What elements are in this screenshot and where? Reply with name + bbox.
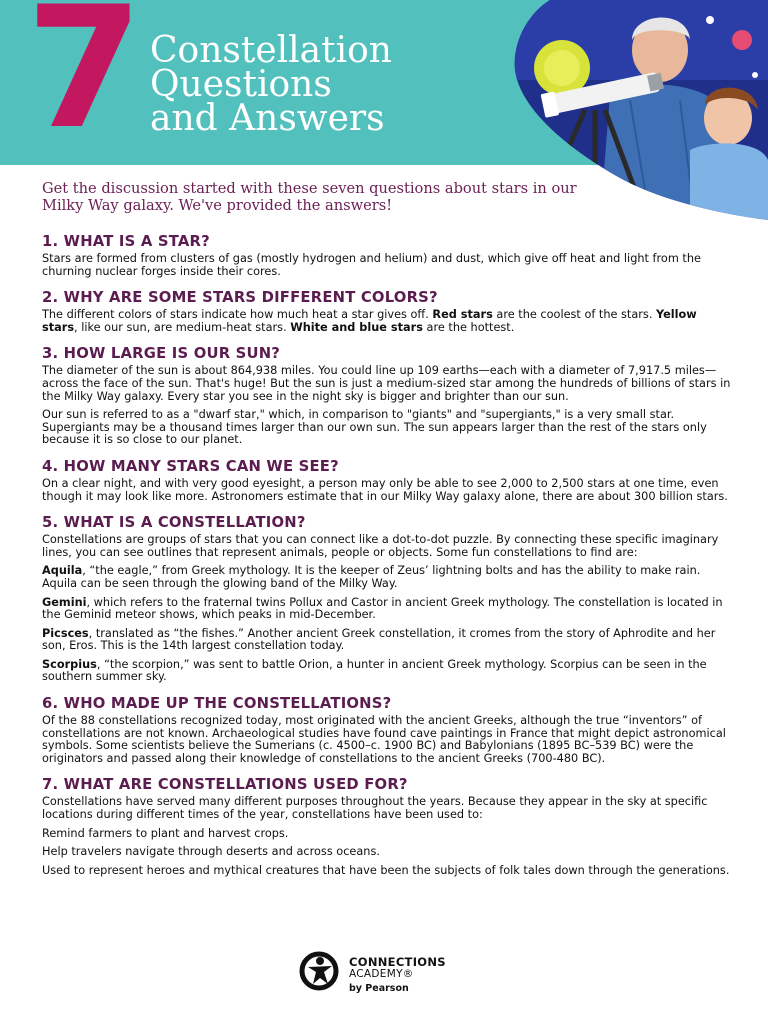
answer-text: are the hottest. <box>422 320 515 334</box>
section-4 <box>42 458 732 503</box>
answer-paragraph: On a clear night, and with very good eyesight, a person may only be able to see 2,000 to 2,500 stars at one time, even though it may look like more. Astronomers estimate that in our Milky Way galaxy alone, there are about 300 billion stars. <box>42 476 728 503</box>
question-heading: 2. WHY ARE SOME STARS DIFFERENT COLORS? <box>42 289 438 307</box>
title-line-2: Questions <box>150 64 332 105</box>
question-heading: 4. HOW MANY STARS CAN WE SEE? <box>42 457 339 475</box>
section-1 <box>42 233 732 278</box>
red-stars-label: Red stars <box>432 308 493 322</box>
question-heading: 6. WHO MADE UP THE CONSTELLATIONS? <box>42 695 392 713</box>
question-heading: 1. WHAT IS A STAR? <box>42 233 210 250</box>
section-3 <box>42 345 732 447</box>
answer-paragraph <box>42 309 732 334</box>
answer-paragraph: Remind farmers to plant and harvest crops. <box>42 826 289 840</box>
question-heading: 3. HOW LARGE IS OUR SUN? <box>42 345 281 363</box>
section-6 <box>42 695 732 765</box>
answer-paragraph: Used to represent heroes and mythical creatures that have been the subjects of folk tales down through the generations. <box>42 863 730 877</box>
constellation-name: Gemini <box>42 595 87 609</box>
answer-paragraph: Help travelers navigate through deserts and across oceans. <box>42 845 380 859</box>
constellation-desc: , translated as “the fishes.” Another ancient Greek constellation, it cromes from the story of Aphrodite and her son, Eros. This is the 14th largest constellation today. <box>42 626 716 653</box>
answer-text: are the coolest of the stars. <box>492 308 656 322</box>
section-5 <box>42 514 732 684</box>
answer-paragraph: Our sun is referred to as a "dwarf star," which, in comparison to "giants" and "supergiants," is a very small star. Supergiants may be a thousand times larger than our own sun. The sun appears larger than the rest of the stars only because it is so close to our planet. <box>42 408 707 447</box>
logo-name: CONNECTIONS <box>349 955 446 969</box>
answer-text: , like our sun, are medium-heat stars. <box>74 320 291 334</box>
constellation-item <box>42 597 732 622</box>
constellation-name: Scorpius <box>42 657 97 671</box>
answer-paragraph: Constellations are groups of stars that you can connect like a dot-to-dot puzzle. By connecting these specific imaginary lines, you can see outlines that represent animals, people or objects. Some fun constellations to find are: <box>42 533 719 559</box>
white-blue-stars-label: White and blue stars <box>290 320 423 334</box>
constellation-desc: , which refers to the fraternal twins Pollux and Castor in ancient Greek mythology. The constellation is located in the Geminid meteor shows, which peaks in mid-December. <box>42 595 723 622</box>
section-2 <box>42 289 732 334</box>
answer-text: The different colors of stars indicate how much heat a star gives off. <box>42 308 433 322</box>
section-7 <box>42 776 732 877</box>
connections-academy-logo <box>294 949 484 997</box>
logo-subtitle: ACADEMY® <box>349 968 414 980</box>
question-heading: 7. WHAT ARE CONSTELLATIONS USED FOR? <box>42 776 408 794</box>
title-line-1: Constellation <box>150 30 392 71</box>
intro-text: Get the discussion started with these seven questions about stars in our Milky Way galaxy. We've provided the answers! <box>42 180 577 214</box>
connections-academy-figure-icon <box>294 951 344 991</box>
yellow-stars-label: Yellow stars <box>42 308 697 334</box>
question-heading: 5. WHAT IS A CONSTELLATION? <box>42 514 306 532</box>
constellation-item <box>42 565 732 590</box>
big-number: 7 <box>26 0 139 165</box>
answer-paragraph: Stars are formed from clusters of gas (mostly hydrogen and helium) and dust, which give off heat and light from the churning nuclear forges inside their cores. <box>42 252 701 278</box>
logo-byline: by Pearson <box>349 983 409 994</box>
qa-content <box>42 233 732 888</box>
constellation-desc: , “the eagle,” from Greek mythology. It is the keeper of Zeus’ lightning bolts and has the ability to make rain. Aquila can be seen through the glowing band of the Milky Way. <box>42 564 701 590</box>
title-line-3: and Answers <box>150 98 385 139</box>
constellation-name: Picsces <box>42 626 89 640</box>
constellation-desc: , “the scorpion,” was sent to battle Orion, a hunter in ancient Greek mythology. Scorpius can be seen in the southern summer sky. <box>42 657 707 684</box>
answer-paragraph: The diameter of the sun is about 864,938 miles. You could line up 109 earths—each with a diameter of 7,917.5 miles—across the face of the sun. That's huge! But the sun is just a medium-sized star among the hundreds of billions of stars in the Milky Way galaxy. Every star you see in the night sky is bigger and brighter than our sun. <box>42 364 731 403</box>
constellation-item <box>42 659 732 684</box>
answer-paragraph: Of the 88 constellations recognized today, most originated with the ancient Greeks, although the true “inventors” of constellations are not known. Archaeological studies have found cave paintings in France that might depict astronomical symbols. Some scientists believe the Sumerians (c. 4500–c. 1900 BC) and Babylonians (1895 BC–539 BC) were the originators and passed along their knowledge of constellations to the ancient Greeks (700-480 BC). <box>42 714 726 765</box>
answer-paragraph: Constellations have served many different purposes throughout the years. Because they appear in the sky at specific locations during different times of the year, constellations have been used to: <box>42 795 708 822</box>
constellation-name: Aquila <box>42 564 83 578</box>
constellation-item <box>42 628 732 653</box>
